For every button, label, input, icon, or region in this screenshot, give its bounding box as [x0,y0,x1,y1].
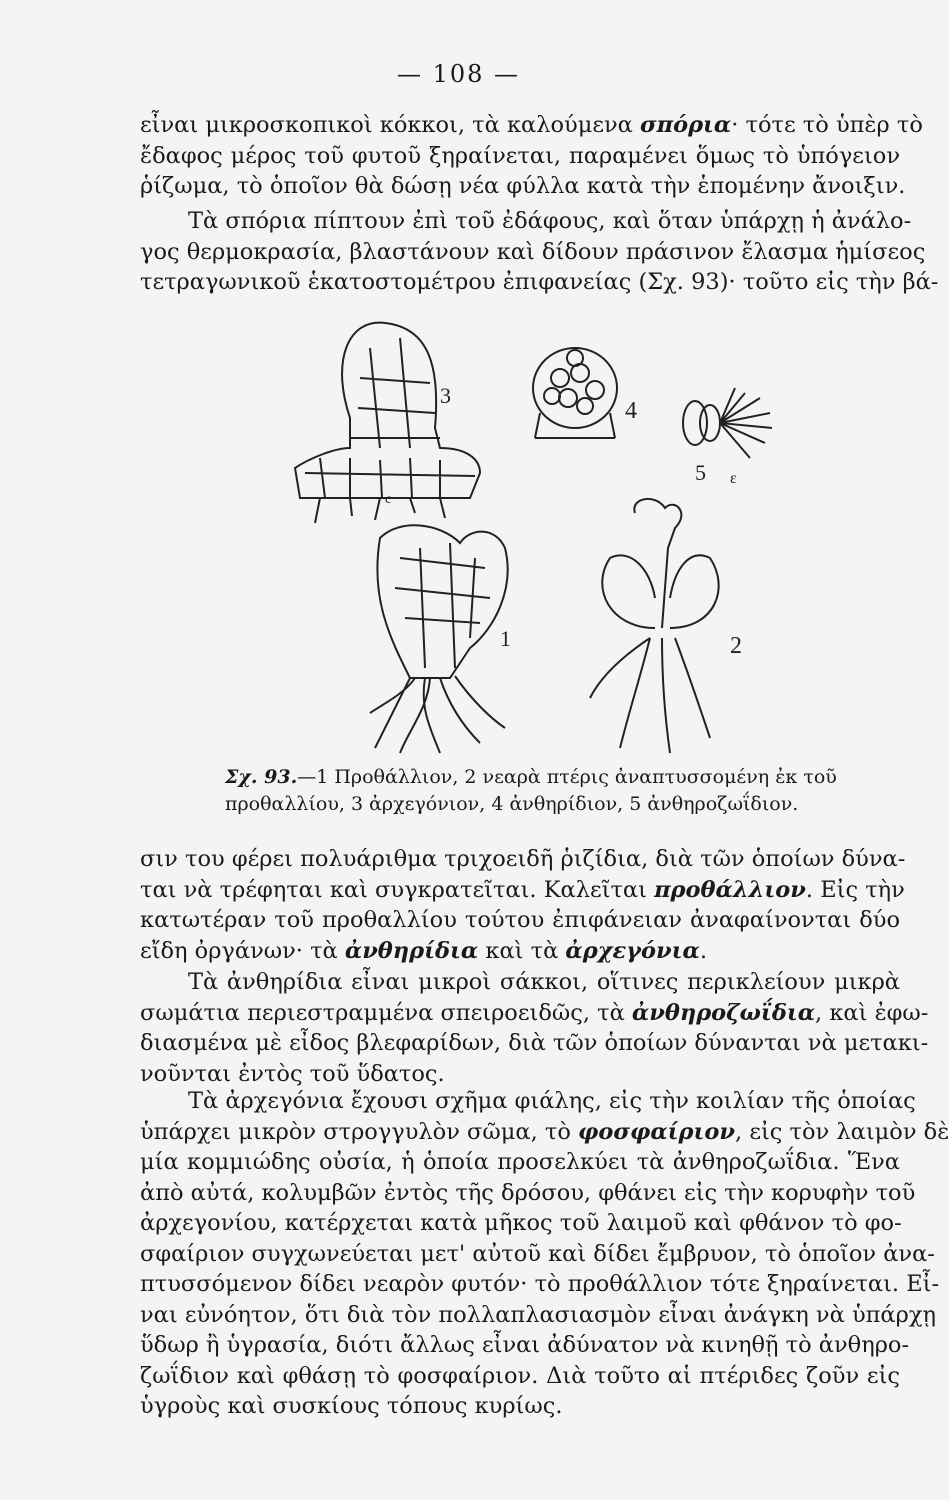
fern-illustration [290,298,790,758]
text-line: μία κομμιώδης οὐσία, ἡ ὁποία προσελκύει τὰ ἀνθηροζωΐδια. Ἕνα [140,1149,900,1175]
figure-caption [225,764,865,818]
text-line: Τὰ ἀνθηρίδια εἶναι μικροὶ σάκκοι, οἵτινες περικλείουν μικρὰ [188,969,900,995]
text-line: ναι εὐνόητον, ὅτι διὰ τὸν πολλαπλασιασμὸν εἶναι ἀνάγκη νὰ ὑπάρχῃ [140,1301,936,1328]
term-sporia: σπόρια [640,112,732,138]
paragraph-3 [140,844,906,966]
text-line: ζωΐδιον καὶ φθάσῃ τὸ φοσφαίριον. Διὰ τοῦτο αἱ πτέριδες ζοῦν εἰς [140,1362,900,1389]
caption-lead: Σχ. 93. [225,766,298,788]
text-line: ἀρχεγονίου, κατέρχεται κατὰ μῆκος τοῦ λαιμοῦ καὶ φθάνον τὸ φο- [140,1210,902,1236]
figure-label-2: 2 [730,633,742,659]
text-line: ῥίζωμα, τὸ ὁποῖον θὰ δώσῃ νέα φύλλα κατὰ τὴν ἑπομένην ἄνοιξιν. [140,173,906,199]
figure-label-1: 1 [500,626,511,651]
text-line: εἴδη ὀργάνων· τὰ ἀνθηρίδια καὶ τὰ ἀρχεγόνια. [140,937,708,964]
text-line: σφαίριον συγχωνεύεται μετ' αὐτοῦ καὶ δίδει ἔμβρυον, τὸ ὁποῖον ἀνα- [140,1240,935,1267]
term-antheridia: ἀνθηρίδια [344,937,479,964]
antherozoid-drawing [683,388,772,458]
figure-label-epsilon: ε [730,470,737,487]
text-line: ἀπὸ αὐτά, κολυμβῶν ἐντὸς τῆς δρόσου, φθάνει εἰς τὴν κορυφὴν τοῦ [140,1179,916,1206]
young-fern-drawing [590,499,719,753]
text-line: ὕδωρ ἢ ὑγρασία, διότι ἄλλως εἶναι ἀδύνατον νὰ κινηθῇ τὸ ἀνθηρο- [140,1332,910,1358]
prothallium-drawing [370,525,508,753]
text-line: κατωτέραν τοῦ προθαλλίου τούτου ἐπιφάνειαν ἀναφαίνονται δύο [140,907,900,933]
text-line: Τὰ ἀρχεγόνια ἔχουσι σχῆμα φιάλης, εἰς τὴν κοιλίαν τῆς ὁποίας [188,1088,916,1114]
text-line: διασμένα μὲ εἶδος βλεφαρίδων, διὰ τῶν ὁποίων δύνανται νὰ μετακι- [140,1030,929,1056]
text-line: ὑγροὺς καὶ συσκίους τόπους κυρίως. [140,1393,563,1419]
text-line: πτυσσόμενον δίδει νεαρὸν φυτόν· τὸ προθάλλιον τότε ξηραίνεται. Εἶ- [140,1271,940,1297]
caption-line: προθαλλίου, 3 ἀρχεγόνιον, 4 ἀνθηρίδιον, 5 ἀνθηροζωΐδιον. [225,793,799,815]
figure-label-4: 4 [625,398,637,424]
term-antherozoids: ἀνθηροζωΐδια [631,999,816,1026]
term-fosfairion: φοσφαίριον [578,1118,736,1145]
paragraph-1 [140,110,923,202]
text-line: ὑπάρχει μικρὸν στρογγυλὸν σῶμα, τὸ φοσφαίριον, εἰς τὸν λαιμὸν δὲ [140,1118,949,1145]
figure-label-3: 3 [440,383,451,408]
term-archegonia: ἀρχεγόνια [565,937,700,964]
fern-figure [290,298,790,758]
page-number: — 108 — [396,60,521,88]
figure-label-5: 5 [695,460,706,485]
caption-line: Σχ. 93.—1 Προθάλλιον, 2 νεαρὰ πτέρις ἀναπτυσσομένη ἐκ τοῦ [225,766,837,788]
paragraph-2 [140,206,939,298]
antheridium-drawing [533,348,617,438]
text-line: γος θερμοκρασία, βλαστάνουν καὶ δίδουν πράσινον ἔλασμα ἡμίσεος [140,238,926,265]
text-line: τετραγωνικοῦ ἑκατοστομέτρου ἐπιφανείας (Σχ. 93)· τοῦτο εἰς τὴν βά- [140,269,939,295]
text-line: νοῦνται ἐντὸς τοῦ ὕδατος. [140,1060,445,1087]
term-prothallion: προθάλλιον [654,876,806,903]
paragraph-4 [140,967,929,1089]
text-line: σωμάτια περιεστραμμένα σπειροειδῶς, τὰ ἀνθηροζωΐδια, καὶ ἐφω- [140,999,929,1026]
text-line: ται νὰ τρέφηται καὶ συγκρατεῖται. Καλεῖται προθάλλιον. Εἰς τὴν [140,876,905,903]
figure-label-c: c [385,492,392,507]
text-line: εἶναι μικροσκοπικοὶ κόκκοι, τὰ καλούμενα σπόρια· τότε τὸ ὑπὲρ τὸ [140,112,923,138]
paragraph-5 [140,1086,949,1422]
text-line: σιν του φέρει πολυάριθμα τριχοειδῆ ῥιζίδια, διὰ τῶν ὁποίων δύνα- [140,846,906,872]
text-line: ἔδαφος μέρος τοῦ φυτοῦ ξηραίνεται, παραμένει ὅμως τὸ ὑπόγειον [140,142,900,169]
text-line: Τὰ σπόρια πίπτουν ἐπὶ τοῦ ἐδάφους, καὶ ὅταν ὑπάρχῃ ἡ ἀνάλο- [188,208,912,234]
